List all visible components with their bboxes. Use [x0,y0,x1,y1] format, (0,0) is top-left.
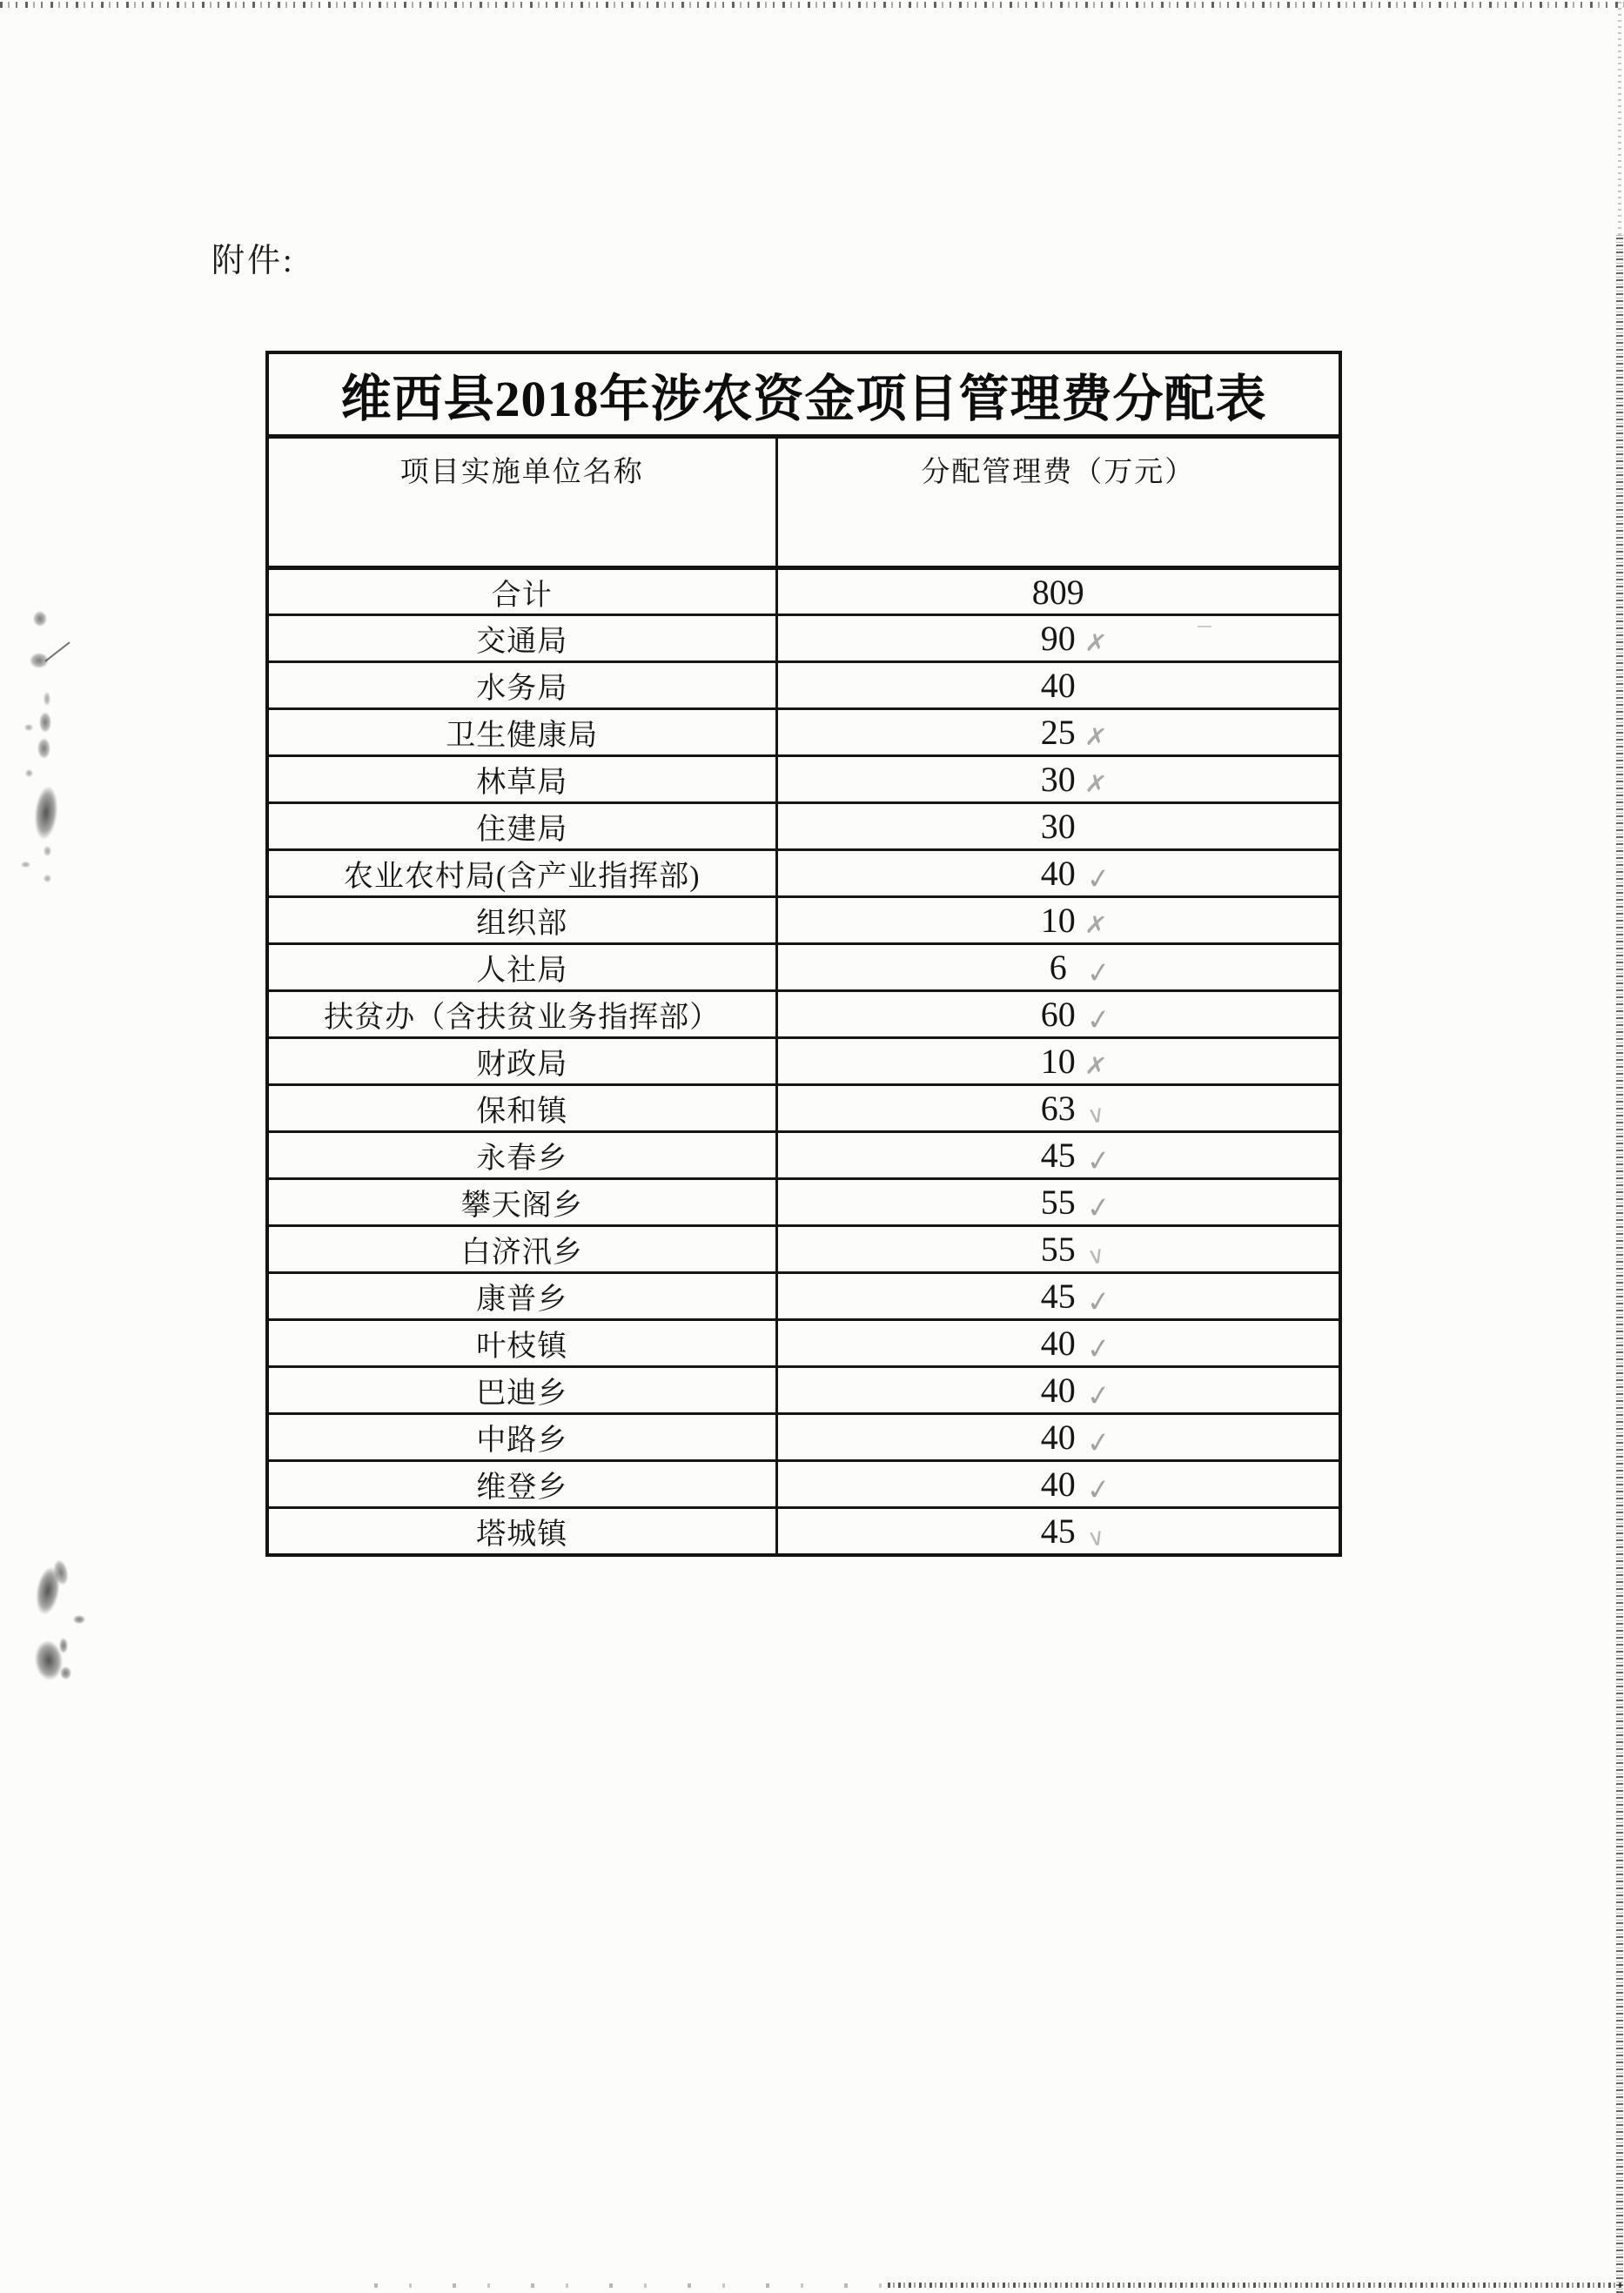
ink-smudge [24,724,33,731]
fee-value: 63 [1040,1089,1076,1128]
fee-value: 40 [1040,1371,1076,1410]
handwritten-check-mark: ✓ [1084,1377,1112,1414]
fee-value-cell [776,1461,1340,1508]
handwritten-check-mark: ✓ [1084,1471,1112,1508]
fee-value-cell [776,709,1340,756]
handwritten-check-mark: ✓ [1084,1330,1112,1367]
fee-value-cell [776,1085,1340,1132]
unit-name-cell: 永春乡 [267,1132,776,1179]
fee-value-cell [776,850,1340,897]
fee-value-cell [776,1367,1340,1414]
handwritten-check-mark: ✗ [1083,768,1109,801]
ink-smudge [60,1666,71,1680]
table-title-row [267,352,1340,437]
table-row [267,1508,1340,1555]
fee-value: 40 [1040,1418,1076,1457]
unit-name-cell: 卫生健康局 [267,709,776,756]
table-row [267,944,1340,991]
fee-value-cell [776,897,1340,944]
attachment-label: 附件: [211,243,295,279]
table-row [267,803,1340,850]
fee-value: 10 [1040,901,1076,940]
ink-smudge [32,785,60,841]
unit-name-cell: 康普乡 [267,1273,776,1320]
fee-value: 90 [1040,619,1076,658]
fee-value: 40 [1040,666,1076,705]
fee-value: 60 [1040,995,1076,1034]
handwritten-check-mark: ✗ [1083,627,1109,660]
fee-value: 45 [1040,1277,1076,1316]
ink-smudge [44,641,70,662]
handwritten-check-mark: ✓ [1084,1189,1112,1226]
fee-value-cell [776,756,1340,803]
unit-name-cell: 水务局 [267,662,776,709]
ink-smudge [44,692,50,706]
table-row [267,1132,1340,1179]
fee-value-cell [776,991,1340,1038]
ink-smudge [59,1638,68,1653]
table-row [267,897,1340,944]
handwritten-check-mark: ✗ [1083,721,1109,754]
fee-value-cell [776,1132,1340,1179]
table-row [267,1179,1340,1226]
fee-value: 55 [1040,1230,1076,1269]
column-header-unit-name: 项目实施单位名称 [267,437,776,568]
fee-value-cell [776,803,1340,850]
table-row [267,1226,1340,1273]
handwritten-check-mark: ✓ [1084,954,1112,991]
handwritten-check-mark: ✓ [1084,1283,1112,1320]
unit-name-cell: 攀天阁乡 [267,1179,776,1226]
unit-name-cell: 林草局 [267,756,776,803]
ink-smudge [25,769,33,777]
fee-value-cell [776,1414,1340,1461]
table-header-row [267,437,1340,568]
fee-value: 45 [1040,1511,1076,1551]
scan-noise-bottom-edge-left [374,2283,888,2288]
ink-smudge [21,862,30,868]
ink-smudge [39,712,51,733]
table-row [267,615,1340,662]
fee-value: 40 [1040,854,1076,893]
table-row [267,756,1340,803]
fee-value-cell [776,1179,1340,1226]
fee-value-cell [776,1320,1340,1367]
fee-value: 10 [1040,1042,1076,1081]
fee-value: 40 [1040,1324,1076,1363]
table-row [267,1038,1340,1085]
fee-value: 809 [1031,572,1084,612]
unit-name-cell: 中路乡 [267,1414,776,1461]
fee-value: 25 [1040,713,1076,752]
table-row [267,1367,1340,1414]
ink-smudge [44,875,51,882]
scan-noise-right-edge-top [1618,0,1621,235]
unit-name-cell: 扶贫办（含扶贫业务指挥部） [267,991,776,1038]
table-row [267,1273,1340,1320]
unit-name-cell: 人社局 [267,944,776,991]
table-row [267,709,1340,756]
ink-smudge [73,1615,85,1624]
fee-value-cell [776,1226,1340,1273]
column-header-fee: 分配管理费（万元） [776,437,1340,568]
table-row [267,1414,1340,1461]
fee-value-cell [776,615,1340,662]
fee-value: 30 [1040,807,1076,846]
handwritten-check-mark: ✓ [1084,1142,1112,1179]
table-row [267,1085,1340,1132]
table-row [267,850,1340,897]
unit-name-cell: 塔城镇 [267,1508,776,1555]
scan-noise-right-edge [1616,235,1623,2293]
fee-value: 55 [1040,1183,1076,1222]
handwritten-check-mark: ∨ [1084,1523,1107,1553]
table-row [267,1320,1340,1367]
unit-name-cell: 交通局 [267,615,776,662]
table-row [267,1461,1340,1508]
fee-value: 30 [1040,760,1076,799]
handwritten-check-mark: ✗ [1083,908,1109,942]
unit-name-cell: 巴迪乡 [267,1367,776,1414]
unit-name-cell: 组织部 [267,897,776,944]
handwritten-check-mark: ✗ [1083,1049,1109,1083]
fee-value: 40 [1040,1465,1076,1504]
scan-noise-top-edge [0,2,1624,8]
table-row [267,568,1340,615]
handwritten-check-mark: ✓ [1084,860,1112,897]
unit-name-cell: 住建局 [267,803,776,850]
ink-smudge [44,846,51,856]
fee-value: 45 [1040,1136,1076,1175]
handwritten-check-mark: ∨ [1084,1241,1107,1271]
fee-value-cell [776,1508,1340,1555]
fee-value-cell [776,1038,1340,1085]
handwritten-check-mark: ✓ [1084,1424,1112,1461]
unit-name-cell: 维登乡 [267,1461,776,1508]
scan-noise-bottom-edge-right [888,2283,1624,2288]
pencil-dash [1198,626,1211,627]
handwritten-check-mark: ✓ [1084,1001,1112,1038]
table-row [267,662,1340,709]
unit-name-cell: 财政局 [267,1038,776,1085]
fee-value: 6 [1049,948,1067,987]
table-rows [267,568,1340,1555]
fee-value-cell [776,568,1340,615]
unit-name-cell: 农业农村局(含产业指挥部) [267,850,776,897]
ink-smudge [33,611,47,627]
handwritten-check-mark: ∨ [1084,1100,1107,1130]
unit-name-cell: 白济汛乡 [267,1226,776,1273]
unit-name-cell: 保和镇 [267,1085,776,1132]
allocation-table [265,351,1342,1557]
fee-value-cell [776,662,1340,709]
fee-value-cell [776,944,1340,991]
table-row [267,991,1340,1038]
unit-name-cell: 叶枝镇 [267,1320,776,1367]
table-title: 维西县2018年涉农资金项目管理费分配表 [267,352,1340,437]
fee-value-cell [776,1273,1340,1320]
unit-name-cell: 合计 [267,568,776,615]
ink-smudge [37,738,50,759]
